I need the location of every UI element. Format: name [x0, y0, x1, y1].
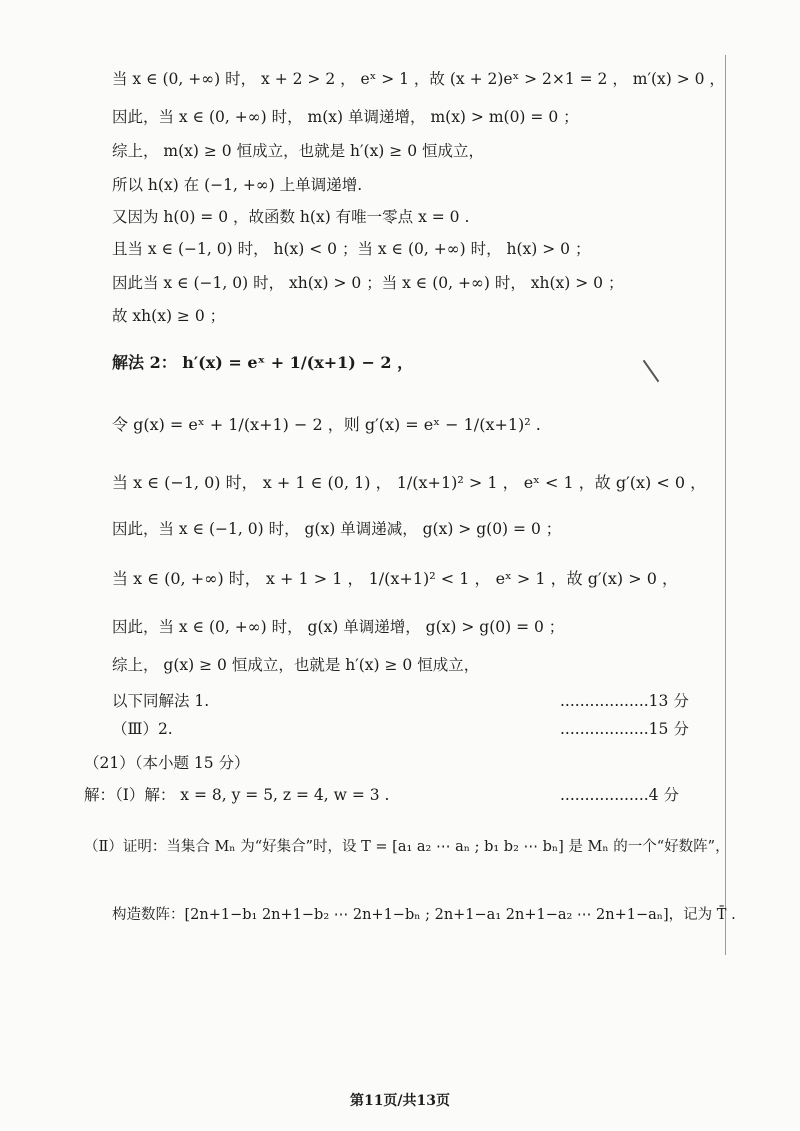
solution-line-1: 当 x ∈ (0, +∞) 时， x + 2 > 2 ， eˣ > 1 ，故 (x + 2)eˣ > 2×1 = 2 ， m′(x) > 0 ，: [112, 70, 725, 88]
solution-line-6: 且当 x ∈ (−1, 0) 时， h(x) < 0 ；当 x ∈ (0, +∞) 时， h(x) > 0 ；: [112, 240, 591, 258]
q21-part1-answer: 解：（Ⅰ）解： x = 8, y = 5, z = 4, w = 3 .: [84, 786, 390, 804]
solution-line-7: 因此当 x ∈ (−1, 0) 时， xh(x) > 0 ；当 x ∈ (0, +∞) 时， xh(x) > 0 ；: [112, 274, 624, 292]
conclusion-line: 综上， g(x) ≥ 0 恒成立，也就是 h′(x) ≥ 0 恒成立，: [112, 656, 480, 674]
solution-line-5: 又因为 h(0) = 0 ，故函数 h(x) 有唯一零点 x = 0 .: [112, 208, 470, 226]
score-13: ..................13 分: [560, 692, 689, 710]
solution-line-2: 因此，当 x ∈ (0, +∞) 时， m(x) 单调递增， m(x) > m(0) = 0 ；: [112, 108, 579, 126]
g-decreasing-line: 因此，当 x ∈ (−1, 0) 时， g(x) 单调递减， g(x) > g(0) = 0 ；: [112, 520, 562, 538]
case-positive-line: 当 x ∈ (0, +∞) 时， x + 1 > 1 ， 1/(x+1)² < 1 ， eˣ > 1 ，故 g′(x) > 0 ，: [112, 569, 678, 588]
solution-line-8: 故 xh(x) ≥ 0 ；: [112, 307, 226, 325]
pen-mark: [643, 360, 660, 382]
same-as-method-1: 以下同解法 1.: [112, 692, 210, 710]
question-21-header: （21）（本小题 15 分）: [84, 754, 250, 772]
g-increasing-line: 因此，当 x ∈ (0, +∞) 时， g(x) 单调递增， g(x) > g(0) = 0 ；: [112, 618, 565, 636]
solution-line-4: 所以 h(x) 在 (−1, +∞) 上单调递增.: [112, 176, 363, 194]
solution-line-3: 综上， m(x) ≥ 0 恒成立，也就是 h′(x) ≥ 0 恒成立，: [112, 142, 484, 160]
score-4: ..................4 分: [560, 786, 679, 804]
q21-part2-proof: （Ⅱ）证明：当集合 Mₙ 为“好集合”时，设 T = [a₁ a₂ ⋯ aₙ ; b₁ b₂ ⋯ bₙ] 是 Mₙ 的一个“好数阵”，: [84, 839, 730, 855]
construct-matrix-line: 构造数阵：[2n+1−b₁ 2n+1−b₂ ⋯ 2n+1−bₙ ; 2n+1−a₁ 2n+1−a₂ ⋯ 2n+1−aₙ]，记为 T̄ .: [112, 907, 736, 923]
page-footer: 第11页/共13页: [349, 1093, 451, 1109]
part-3-answer: （Ⅲ）2.: [112, 720, 173, 738]
score-15: ..................15 分: [560, 720, 689, 738]
define-g-line: 令 g(x) = eˣ + 1/(x+1) − 2 ，则 g′(x) = eˣ − 1/(x+1)² .: [112, 415, 541, 434]
case-negative-line: 当 x ∈ (−1, 0) 时， x + 1 ∈ (0, 1) ， 1/(x+1)² > 1 ， eˣ < 1 ，故 g′(x) < 0 ，: [112, 473, 707, 492]
method-2-line: 解法 2： h′(x) = eˣ + 1/(x+1) − 2 ，: [112, 353, 414, 372]
right-margin-rule: [725, 55, 726, 955]
